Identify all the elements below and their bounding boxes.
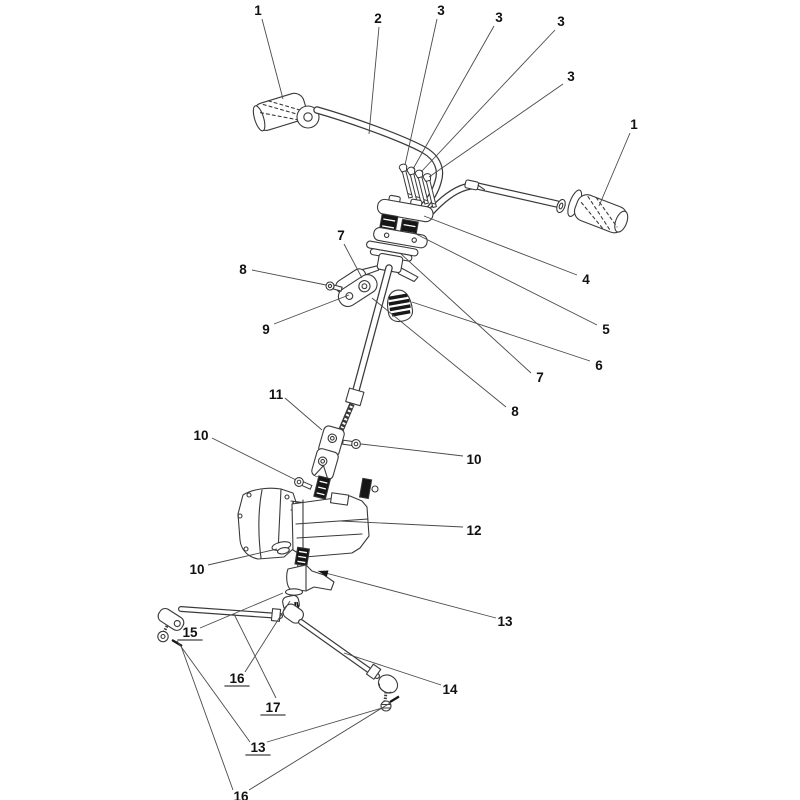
leader-line [405,19,437,165]
callout-label-7-10: 7 [337,227,345,243]
leader-line [421,30,555,172]
callout-label-11-17: 11 [268,386,284,402]
tie-rod-assembly [156,602,401,711]
steering-column [325,264,414,430]
cotter-pin [390,697,399,703]
leader-line [262,19,283,99]
callout-label-3-4: 3 [557,13,565,29]
callout-label-9-14: 9 [262,321,270,337]
callout-label-3-3: 3 [495,9,503,25]
callout-label-3-2: 3 [437,2,445,18]
leader-line [369,27,379,134]
leader-line [361,444,463,456]
ball-stud-nut [381,701,391,711]
ball-stud-nut [158,631,168,641]
callout-label-10-15: 10 [193,427,209,443]
callout-label-13-25: 13 [250,739,266,755]
leader-line [372,298,506,407]
leader-line [413,26,494,169]
ball-washer [286,589,303,595]
callout-layer [177,3,638,800]
callout-label-15-22: 15 [182,624,198,640]
leader-line [424,216,577,275]
handlebar-assembly [251,91,632,236]
leader-line [599,133,630,206]
grommet [385,288,414,323]
pitman-arm [287,565,334,591]
leader-line [318,571,496,618]
joint-bolt [293,476,313,491]
clamp-assembly [357,163,438,286]
leader-line [267,708,382,742]
callout-label-2-1: 2 [374,10,382,26]
leader-line [400,253,531,373]
gearbox-stud [360,478,372,498]
u-joint-assembly [293,425,361,499]
callout-label-6-9: 6 [595,357,603,373]
leader-line [212,438,296,480]
callout-label-5-8: 5 [602,321,610,337]
leader-line [181,646,233,790]
leader-line [177,641,250,742]
callout-label-12-18: 12 [466,522,482,538]
input-shaft-stub [314,476,331,499]
joint-bolt [342,438,361,449]
callout-label-8-13: 8 [511,403,519,419]
callout-label-1-0: 1 [254,2,262,18]
callout-label-10-19: 10 [189,561,205,577]
callout-label-3-5: 3 [567,68,575,84]
callout-label-13-20: 13 [497,613,513,629]
leader-line [285,398,322,430]
callout-label-16-26: 16 [233,788,249,800]
handlebar [317,110,557,214]
leader-line [429,84,563,177]
leader-line [274,295,349,324]
leader-line [252,270,326,285]
leader-line [249,703,390,790]
right-grip [565,188,632,236]
callout-label-16-23: 16 [229,670,245,686]
callout-label-14-21: 14 [442,681,458,697]
callout-label-17-24: 17 [265,699,281,715]
callout-label-4-7: 4 [582,271,590,287]
gearbox-assembly [238,478,378,574]
callout-label-1-6: 1 [630,116,638,132]
callout-label-10-16: 10 [466,451,482,467]
callout-label-8-12: 8 [239,261,247,277]
callout-label-7-11: 7 [536,369,544,385]
